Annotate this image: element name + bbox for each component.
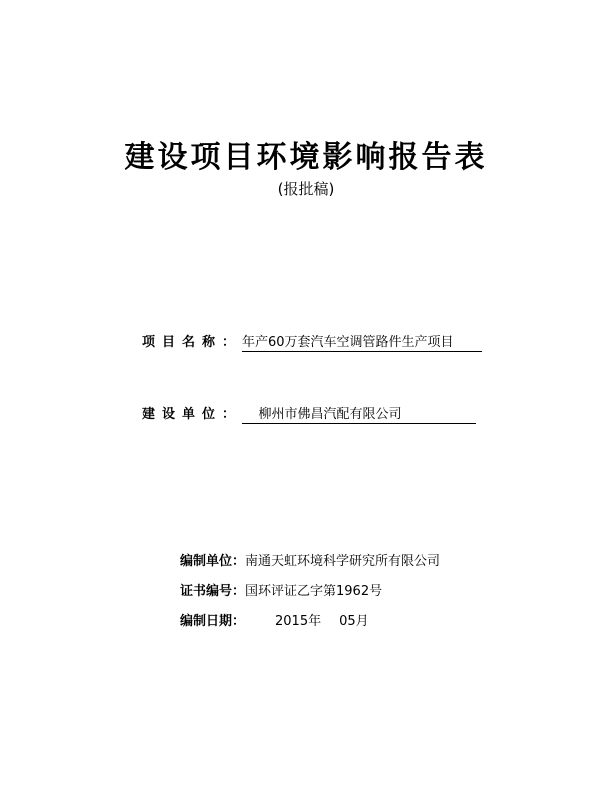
project-name-value: 年产60万套汽车空调管路件生产项目 bbox=[242, 331, 482, 352]
project-name-label: 项目名称： bbox=[142, 335, 243, 350]
prepared-by-value: 南通天虹环境科学研究所有限公司 bbox=[245, 554, 441, 569]
project-name-row bbox=[142, 331, 482, 352]
date-year: 2015年 bbox=[275, 614, 322, 629]
document-subtitle: (报批稿) bbox=[277, 180, 335, 198]
construction-unit-underline bbox=[242, 403, 476, 424]
construction-unit-row bbox=[142, 403, 476, 424]
certificate-label: 证书编号： bbox=[180, 584, 246, 599]
date-month: 05月 bbox=[339, 614, 369, 629]
prepared-by-row bbox=[180, 550, 440, 569]
date-label: 编制日期： bbox=[180, 614, 246, 629]
prepared-by-label: 编制单位： bbox=[180, 554, 246, 569]
document-title: 建设项目环境影响报告表 bbox=[124, 140, 488, 175]
certificate-row bbox=[180, 580, 382, 599]
construction-unit-value: 柳州市佛昌汽配有限公司 bbox=[258, 407, 402, 422]
date-row bbox=[180, 610, 369, 629]
construction-unit-label: 建设单位： bbox=[142, 407, 243, 422]
certificate-value: 国环评证乙字第1962号 bbox=[245, 584, 383, 599]
